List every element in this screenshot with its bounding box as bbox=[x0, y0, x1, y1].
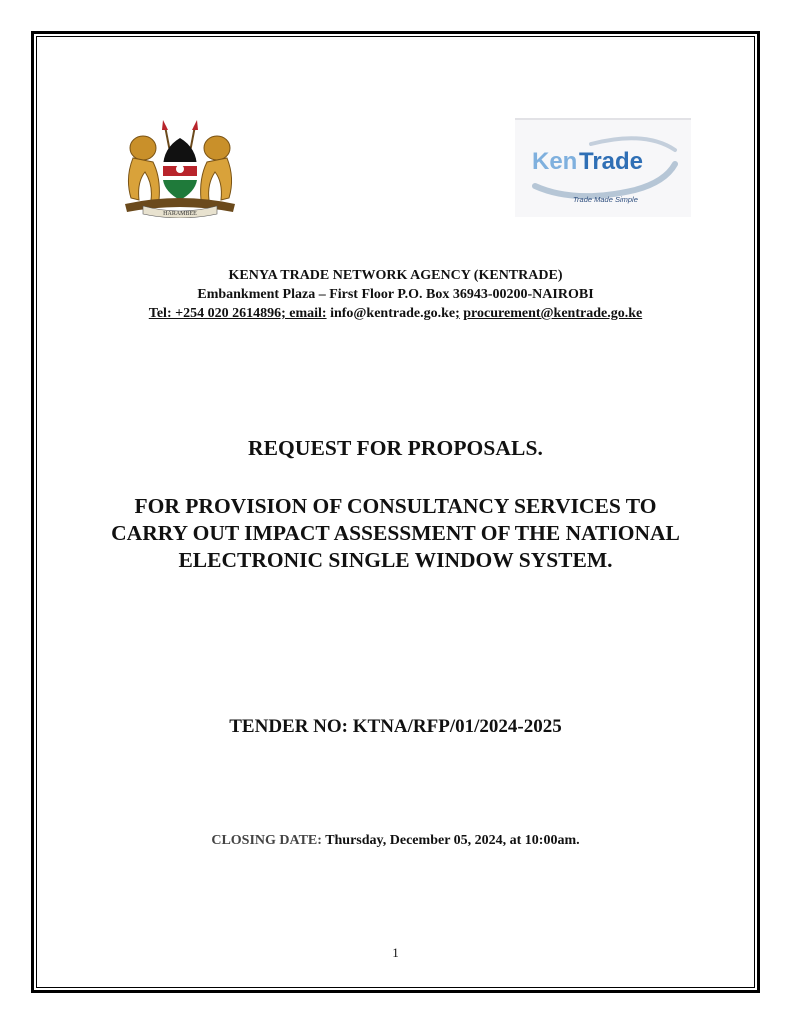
email-primary-link[interactable]: info@kentrade.go.ke bbox=[330, 306, 456, 321]
purpose-line: ELECTRONIC SINGLE WINDOW SYSTEM. bbox=[178, 548, 613, 572]
agency-address: Embankment Plaza – First Floor P.O. Box 36943-00200-NAIROBI bbox=[197, 287, 594, 302]
coat-of-arms-motto: HARAMBEE bbox=[163, 211, 197, 217]
closing-date-value: Thursday, December 05, 2024, at 10:00am. bbox=[325, 833, 580, 848]
kentrade-wordmark-ken: Ken bbox=[532, 148, 578, 175]
agency-contact bbox=[40, 304, 751, 323]
kentrade-wordmark-trade: Trade bbox=[579, 148, 644, 175]
kenya-coat-of-arms-logo bbox=[115, 118, 245, 218]
purpose-line: FOR PROVISION OF CONSULTANCY SERVICES TO bbox=[134, 494, 657, 518]
email-separator: ; bbox=[455, 306, 460, 321]
document-title: REQUEST FOR PROPOSALS. bbox=[247, 436, 544, 460]
tender-number: TENDER NO: KTNA/RFP/01/2024-2025 bbox=[229, 716, 562, 737]
purpose-line: CARRY OUT IMPACT ASSESSMENT OF THE NATIONAL bbox=[111, 521, 680, 545]
kentrade-tagline: Trade Made Simple bbox=[573, 195, 638, 204]
agency-name: KENYA TRADE NETWORK AGENCY (KENTRADE) bbox=[228, 268, 563, 283]
closing-date-label: CLOSING DATE: bbox=[211, 833, 322, 848]
document-purpose bbox=[40, 493, 751, 574]
page-number: 1 bbox=[392, 945, 399, 960]
closing-date bbox=[40, 833, 751, 849]
email-secondary-link[interactable]: procurement@kentrade.go.ke bbox=[463, 306, 643, 321]
agency-header bbox=[40, 266, 751, 323]
contact-label: Tel: +254 020 2614896; email: bbox=[148, 306, 327, 321]
kentrade-logo bbox=[515, 118, 691, 217]
